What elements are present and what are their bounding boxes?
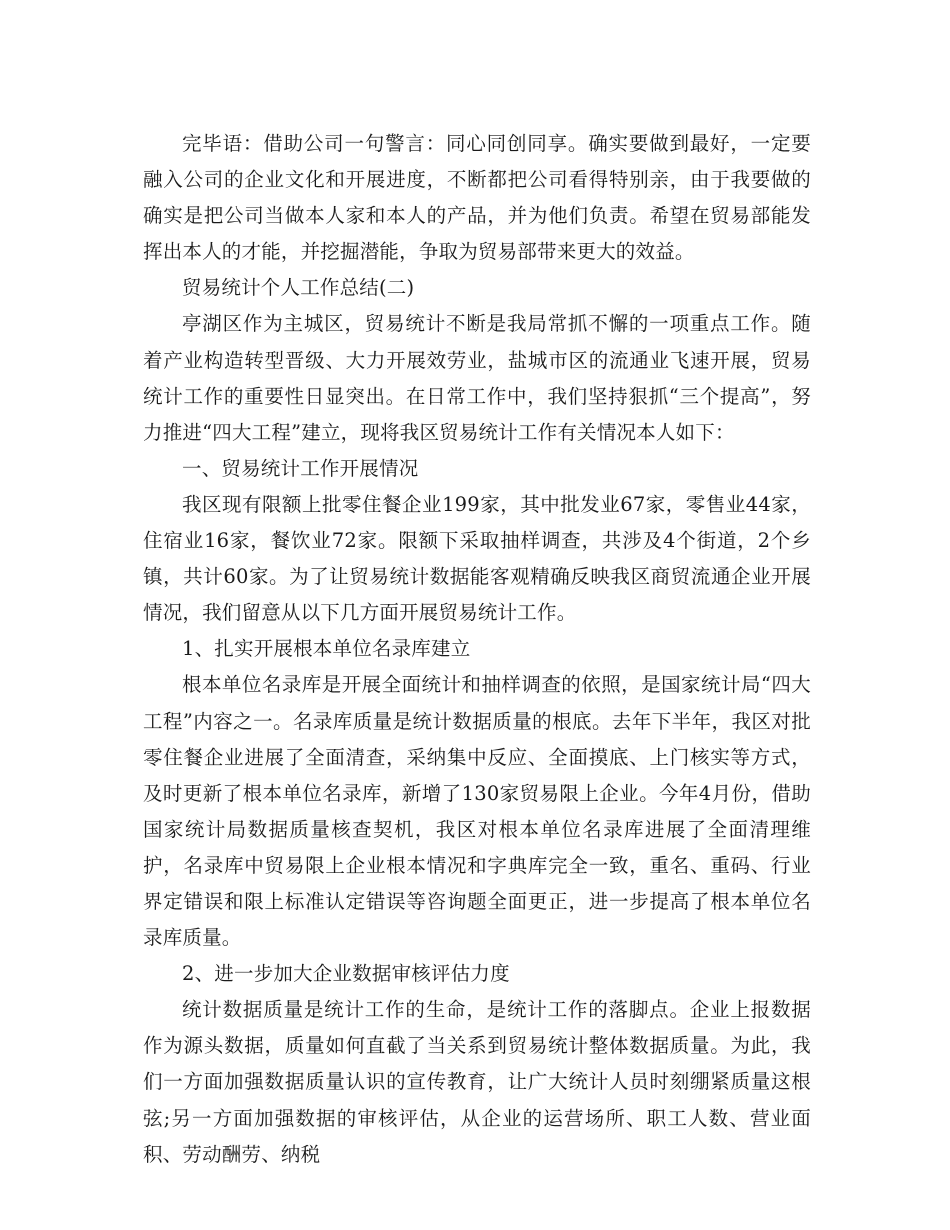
paragraph-intro: 亭湖区作为主城区，贸易统计不断是我局常抓不懈的一项重点工作。随着产业构造转型晋级、大力开展效劳业，盐城市区的流通业飞速开展，贸易统计工作的重要性日显突出。在日常工作中，我们坚持狠抓“三个提高”，努力推进“四大工程”建立，现将我区贸易统计工作有关情况本人如下： — [143, 312, 811, 444]
paragraph-enterprise-counts: 我区现有限额上批零住餐企业199家，其中批发业67家，零售业44家，住宿业16家，餐饮业72家。限额下采取抽样调查，共涉及4个街道，2个乡镇，共计60家。为了让贸易统计数据能客观精确反映我区商贸流通企业开展情况，我们留意从以下几方面开展贸易统计工作。 — [143, 492, 811, 625]
paragraph-directory: 根本单位名录库是开展全面统计和抽样调查的依照，是国家统计局“四大工程”内容之一。名录库质量是统计数据质量的根底。去年下半年，我区对批零住餐企业进展了全面清查，采纳集中反应、全面摸底、上门核实等方式，及时更新了根本单位名录库，新增了130家贸易限上企业。今年4月份，借助国家统计局数据质量核查契机，我区对根本单位名录库进展了全面清理维护，名录库中贸易限上企业根本情况和字典库完全一致，重名、重码、行业界定错误和限上标准认定错误等咨询题全面更正，进一步提高了根本单位名录库质量。 — [143, 673, 811, 950]
heading-section-1: 一、贸易统计工作开展情况 — [182, 456, 419, 480]
document-body — [143, 126, 811, 1173]
heading-subsection-2: 2、进一步加大企业数据审核评估力度 — [182, 962, 510, 986]
paragraph-conclusion: 完毕语：借助公司一句警言：同心同创同享。确实要做到最好，一定要融入公司的企业文化和开展进度，不断都把公司看得特别亲，由于我要做的确实是把公司当做本人家和本人的产品，并为他们负责。希望在贸易部能发挥出本人的才能，并挖掘潜能，争取为贸易部带来更大的效益。 — [143, 132, 811, 264]
paragraph-data-quality: 统计数据质量是统计工作的生命，是统计工作的落脚点。企业上报数据作为源头数据，质量如何直截了当关系到贸易统计整体数据质量。为此，我们一方面加强数据质量认识的宣传教育，让广大统计人员时刻绷紧质量这根弦;另一方面加强数据的审核评估，从企业的运营场所、职工人数、营业面积、劳动酬劳、纳税 — [143, 998, 811, 1166]
section-title: 贸易统计个人工作总结(二) — [182, 276, 415, 300]
heading-subsection-1: 1、扎实开展根本单位名录库建立 — [182, 637, 471, 661]
